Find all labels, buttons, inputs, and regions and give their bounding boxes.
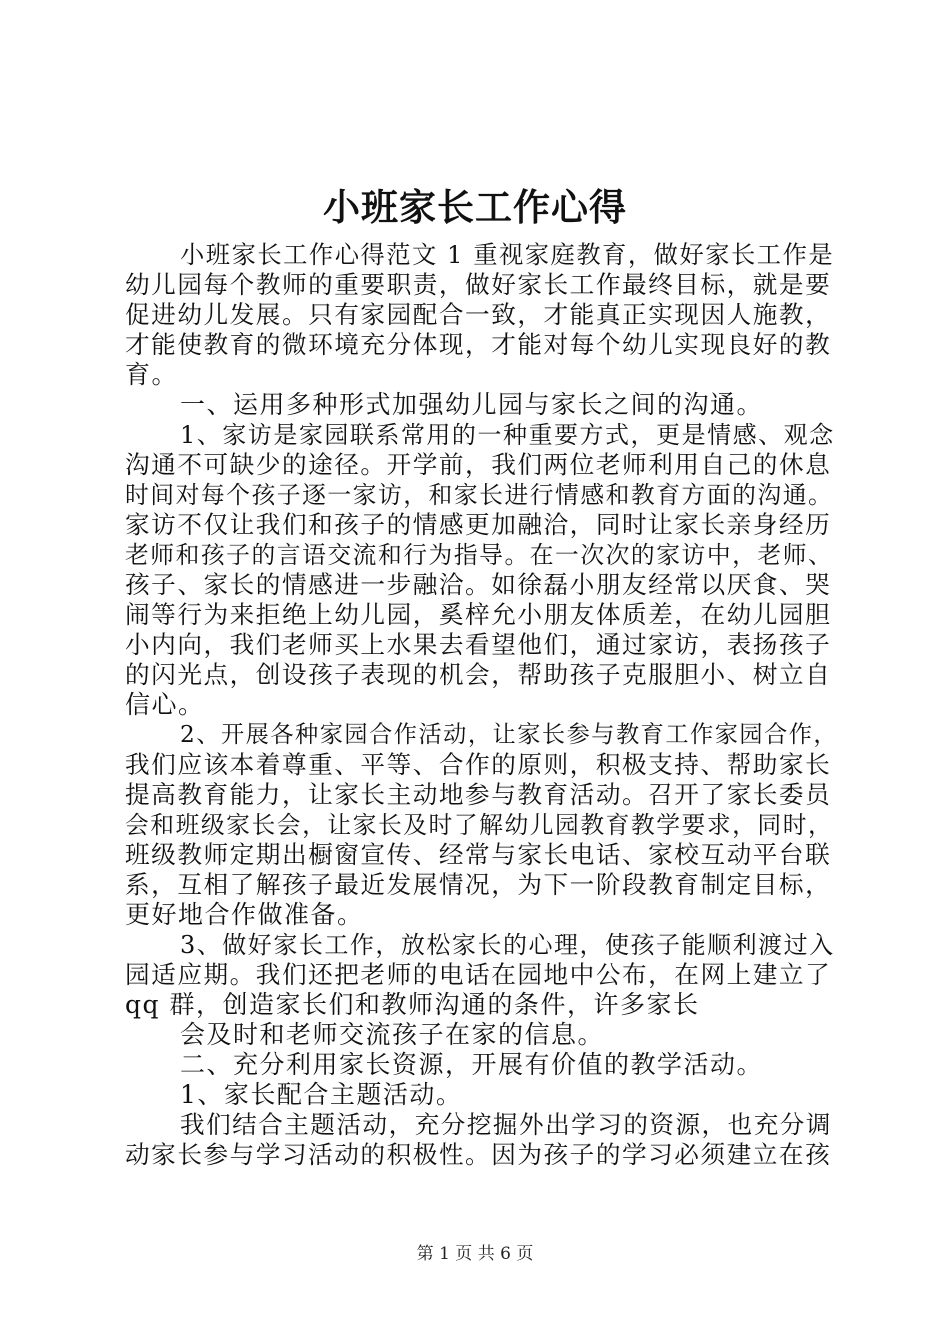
text-line: 更好地合作做准备。 [125,900,364,929]
text-line: 家访不仅让我们和孩子的情感更加融洽，同时让家长亲身经历 [125,510,832,539]
text-line: 动家长参与学习活动的积极性。因为孩子的学习必须建立在孩 [125,1140,832,1169]
page-number-footer: 第 1 页 共 6 页 [416,1244,534,1264]
text-line: 沟通不可缺少的途径。开学前，我们两位老师利用自己的休息 [125,450,832,479]
text-line: 1、家长配合主题活动。 [180,1080,463,1109]
text-line: 提高教育能力，让家长主动地参与教育活动。召开了家长委员 [125,780,832,809]
text-line: 闹等行为来拒绝上幼儿园，奚梓允小朋友体质差，在幼儿园胆 [125,600,832,629]
text-line: 1、家访是家园联系常用的一种重要方式，更是情感、观念 [180,421,835,449]
document-body [125,240,839,1170]
text-line: 二、充分利用家长资源，开展有价值的教学活动。 [180,1050,764,1079]
text-line: 的闪光点，创设孩子表现的机会，帮助孩子克服胆小、树立自 [125,660,832,689]
text-line: qq 群，创造家长们和教师沟通的条件，许多家长 [125,990,700,1019]
text-line: 一、运用多种形式加强幼儿园与家长之间的沟通。 [180,390,764,419]
text-line: 小内向，我们老师买上水果去看望他们，通过家访，表扬孩子 [125,630,832,659]
text-line: 我们应该本着尊重、平等、合作的原则，积极支持、帮助家长 [125,750,832,779]
text-line: 才能使教育的微环境充分体现，才能对每个幼儿实现良好的教 [125,330,832,359]
text-line: 孩子、家长的情感进一步融洽。如徐磊小朋友经常以厌食、哭 [125,570,832,599]
text-line: 时间对每个孩子逐一家访，和家长进行情感和教育方面的沟通。 [125,481,834,509]
text-line: 园适应期。我们还把老师的电话在园地中公布，在网上建立了 [125,960,832,989]
text-line: 3、做好家长工作，放松家长的心理，使孩子能顺利渡过入 [180,931,835,959]
text-line: 信心。 [125,690,205,719]
document-title: 小班家长工作心得 [323,185,627,229]
text-line: 2、开展各种家园合作活动，让家长参与教育工作家园合作， [180,721,839,748]
text-line: 班级教师定期出橱窗宣传、经常与家长电话、家校互动平台联 [125,840,832,869]
text-line: 小班家长工作心得范文 1 重视家庭教育，做好家长工作是 [180,240,835,269]
text-line: 系，互相了解孩子最近发展情况，为下一阶段教育制定目标， [125,870,832,899]
text-line: 育。 [125,360,179,389]
text-line: 我们结合主题活动，充分挖掘外出学习的资源，也充分调 [180,1110,832,1139]
text-line: 会及时和老师交流孩子在家的信息。 [180,1020,605,1049]
text-line: 老师和孩子的言语交流和行为指导。在一次次的家访中，老师、 [125,541,834,569]
text-line: 促进幼儿发展。只有家园配合一致，才能真正实现因人施教， [125,300,832,329]
text-line: 会和班级家长会，让家长及时了解幼儿园教育教学要求，同时， [125,811,834,839]
text-line: 幼儿园每个教师的重要职责，做好家长工作最终目标，就是要 [125,270,832,299]
